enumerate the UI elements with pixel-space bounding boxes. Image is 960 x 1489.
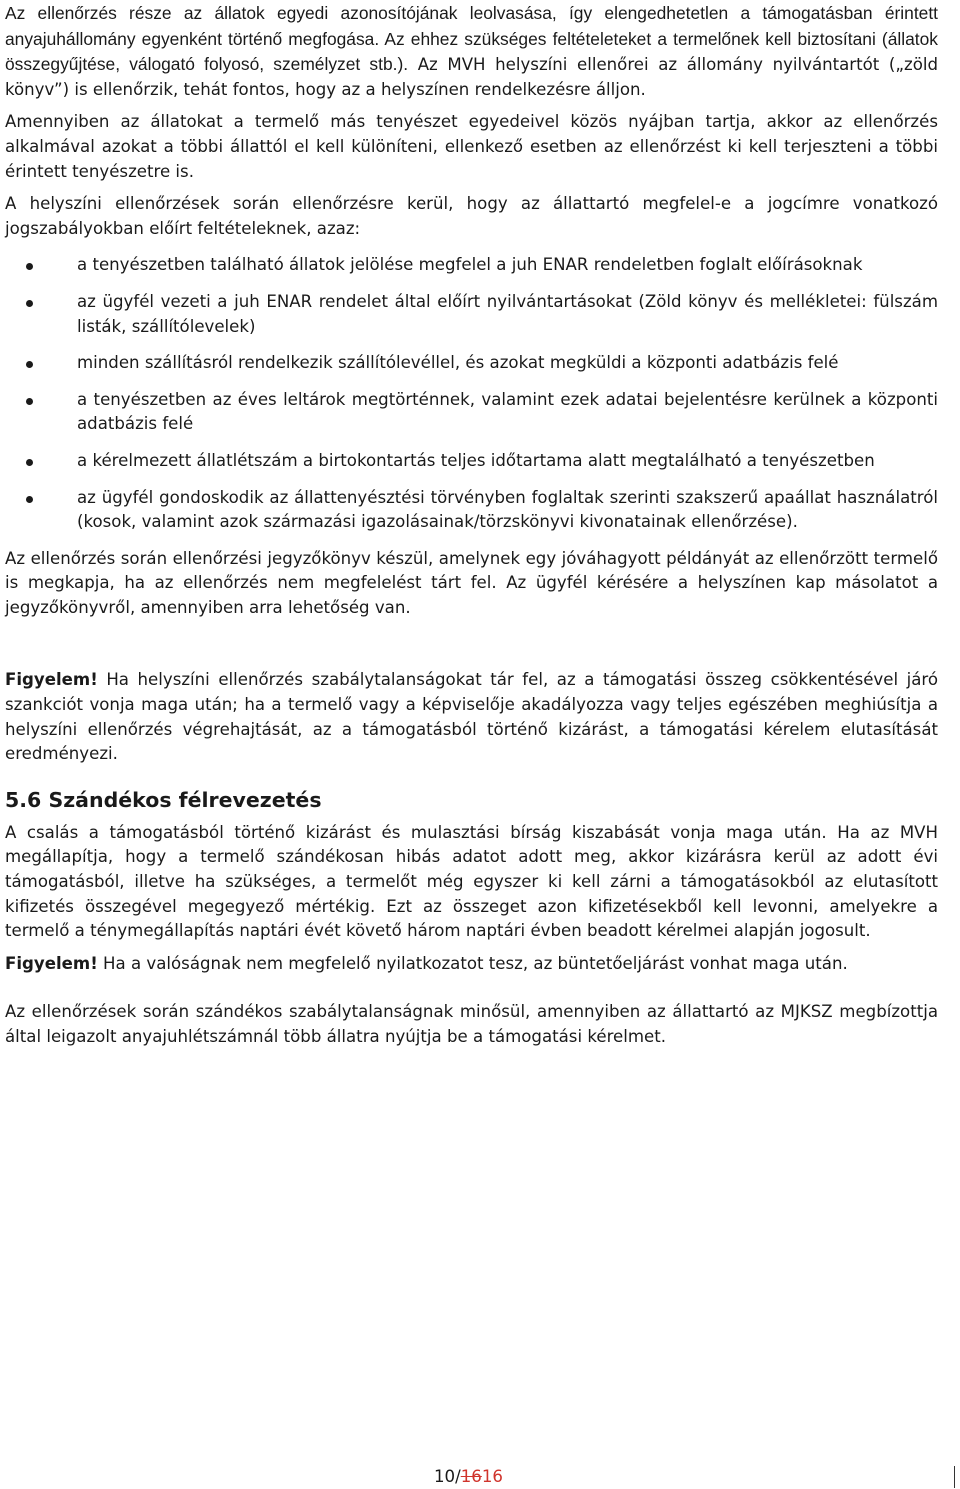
page-number [434,1466,503,1488]
list-item [5,253,938,278]
list-item [5,486,938,535]
list-item-text: az ügyfél gondoskodik az állattenyésztési törvényben foglaltak szerinti szakszerű apaállat használatról (kosok, valamint azok származási igazolásainak/törzskönyvi kivonatainak ellenőrzése). [77,487,938,532]
warning-text: Ha helyszíni ellenőrzés szabálytalanságokat tár fel, az a támogatási összeg csökkentésével járó szankciót vonja maga után; ha a termelő vagy a képviselője akadályozza vagy teljes egészében meghiúsítja a helyszíni ellenőrzés végrehajtását, az a támogatásból történő kizárást, a támogatási kérelem elutasítását eredményezi. [5,670,938,764]
warning-label: Figyelem! [5,670,98,690]
paragraph-intro [5,1,938,102]
paragraph-intentional-irregularity: Az ellenőrzések során szándékos szabálytalanságnak minősül, amennyiben az állattartó az MJKSZ megbízottja által leigazolt anyajuhlétszámnál több állatra nyújtja be a támogatási kérelmet. [5,1002,938,1046]
bullet-icon [26,361,33,368]
paragraph-intro-part1: Az ellenőrzés része az állatok egyedi azonosítójának leolvasása, így elengedhetetlen a támogatásban érintett anyajuhállomány egyenként történő megfogása. Az ehhez szükséges feltételeteket a termelőnek kell biztosítani (állatok összegyűjtése, válogató folyosó, személyzet stb.). [5,3,938,75]
paragraph-fraud: A csalás a támogatásból történő kizárást és mulasztási bírság kiszabását vonja maga után. Ha az MVH megállapítja, hogy a termelő szándékosan hibás adatot adott meg, akkor kizárásra kerül az adott évi támogatásból, illetve ha szükséges, a termelőt még egyszer ki kell zárni a támogatásokból az elutasított kifizetés összegével megegyező mértékig. Ezt az összeget azon kifizetésekből kell levonni, amelyekre a termelő a ténymegállapítás naptári évét követő három naptári évben beadott kérelmei alapján jogosult. [5,822,938,941]
list-item [5,290,938,339]
bullet-icon [26,496,33,503]
warning-text: Ha a valóságnak nem megfelelő nyilatkozatot tesz, az büntetőeljárást vonhat maga után. [97,953,848,973]
warning-label: Figyelem! [5,953,98,973]
bullet-icon [26,300,33,307]
paragraph-common-flock: Amennyiben az állatokat a termelő más tenyészet egyedeivel közös nyájban tartja, akkor az ellenőrzés alkalmával azokat a többi állattól el kell különíteni, ellenkező esetben az ellenőrzést ki kell terjeszteni a többi érintett tenyészetre is. [5,112,938,181]
warning-false-statement [5,952,938,977]
revision-change-bar [954,1466,955,1488]
page-total-inserted: 16 [481,1467,503,1486]
list-item-text: a tenyészetben található állatok jelölése megfelel a juh ENAR rendeletben foglalt előírásoknak [77,255,863,275]
warning-sanctions [5,668,938,766]
page-number-current: 10/ [434,1467,461,1486]
list-item-text: minden szállításról rendelkezik szállítólevéllel, és azokat megküldi a központi adatbázis felé [77,353,839,373]
list-item-text: a kérelmezett állatlétszám a birtokontartás teljes időtartama alatt megtalálható a tenyészetben [77,450,875,470]
list-item-text: az ügyfél vezeti a juh ENAR rendelet által előírt nyilvántartásokat (Zöld könyv és mellékletei: fülszám listák, szállítólevelek) [77,291,938,336]
bullet-icon [26,398,33,405]
list-item [5,388,938,437]
page-total-deleted: 16 [460,1467,482,1486]
list-item [5,449,938,474]
page-footer [0,1466,960,1488]
paragraph-protocol: Az ellenőrzés során ellenőrzési jegyzőkönyv készül, amelynek egy jóváhagyott példányát az ellenőrzött termelő is megkapja, ha az ellenőrzés nem megfelelést tárt fel. Az ügyfél kérésére a helyszínen kap másolatot a jegyzőkönyvről, amennyiben arra lehetőség van. [5,548,938,617]
criteria-list [5,253,938,534]
document-page [5,0,938,1050]
list-item [5,351,938,376]
bullet-icon [26,263,33,270]
paragraph-intro-part2: Az MVH helyszíni ellenőrei az állomány nyilvántartót („zöld könyv”) is ellenőrzik, tehát fontos, hogy az a helyszínen rendelkezésre álljon. [5,55,938,99]
bullet-icon [26,459,33,466]
list-item-text: a tenyészetben az éves leltárok megtörténnek, valamint ezek adatai bejelentésre kerülnek a központi adatbázis felé [77,389,938,434]
section-heading: 5.6 Szándékos félrevezetés [5,787,322,812]
paragraph-inspection-criteria: A helyszíni ellenőrzések során ellenőrzésre kerül, hogy az állattartó megfelel-e a jogcímre vonatkozó jogszabályokban előírt feltételeknek, azaz: [5,194,938,238]
